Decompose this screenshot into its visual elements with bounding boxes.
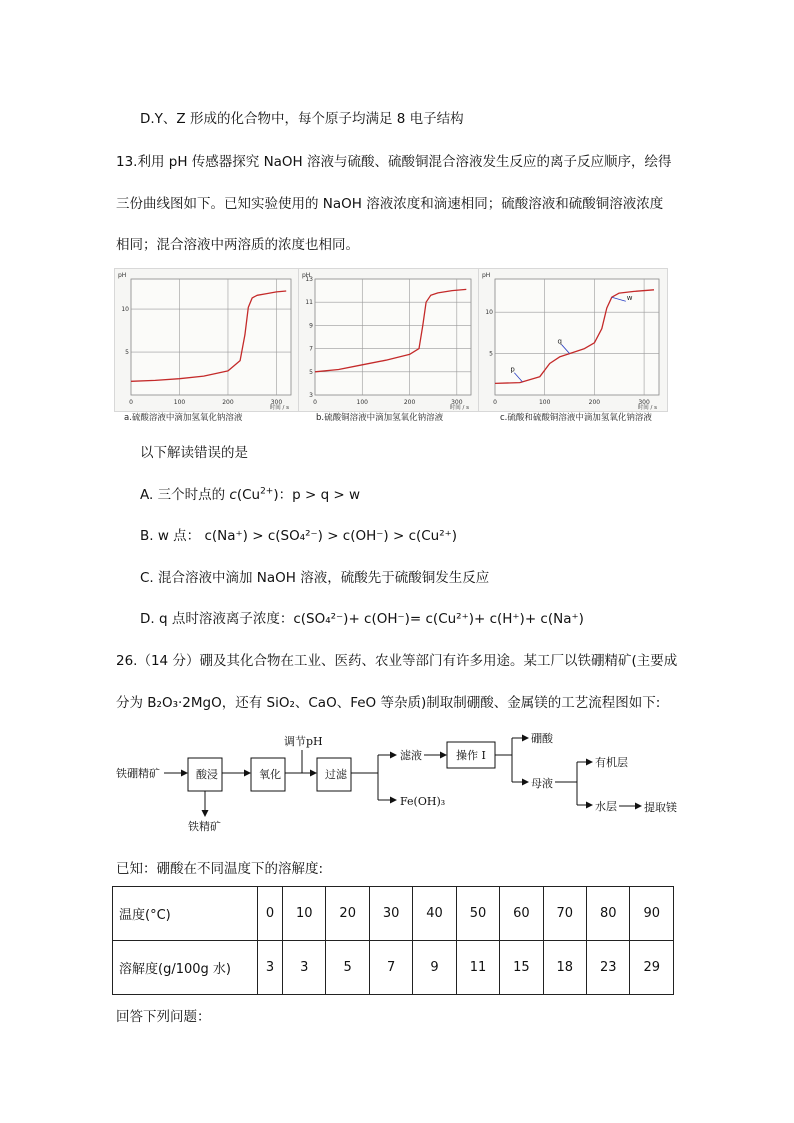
y-tick-label: 5 bbox=[309, 368, 313, 376]
annotation-label-w: w bbox=[626, 294, 633, 303]
table-cell-temp: 10 bbox=[283, 887, 326, 941]
x-tick-label: 300 bbox=[451, 399, 463, 406]
y-tick-label: 9 bbox=[309, 322, 313, 330]
known-line: 已知：硼酸在不同温度下的溶解度: bbox=[116, 861, 324, 877]
y-tick-label: 10 bbox=[121, 306, 129, 314]
table-cell-temp: 90 bbox=[630, 887, 674, 941]
flow-mother: 母液 bbox=[531, 777, 553, 790]
table-cell-solubility: 7 bbox=[369, 941, 412, 995]
x-tick-label: 0 bbox=[313, 399, 317, 406]
table-cell-solubility: 5 bbox=[326, 941, 369, 995]
table-cell-temp: 40 bbox=[413, 887, 456, 941]
x-axis-label: 时间 / s bbox=[449, 405, 469, 411]
chart-b-caption: b.硫酸铜溶液中滴加氢氧化钠溶液 bbox=[316, 413, 444, 423]
opt-a-sup: 2+ bbox=[260, 486, 274, 497]
chart-a-caption: a.硫酸溶液中滴加氢氧化钠溶液 bbox=[124, 413, 243, 423]
table-cell-temp: 30 bbox=[369, 887, 412, 941]
table-cell-temp: 60 bbox=[500, 887, 543, 941]
x-tick-label: 0 bbox=[129, 399, 133, 406]
y-axis-label: pH bbox=[302, 272, 311, 279]
table-header-solubility: 溶解度(g/100g 水) bbox=[113, 941, 258, 995]
y-tick-label: 5 bbox=[125, 349, 129, 357]
q26-line2: 分为 B₂O₃·2MgO，还有 SiO₂、CaO、FeO 等杂质)制取制硼酸、金属镁的工艺流程图如下: bbox=[116, 695, 661, 711]
opt-a-rest: (Cu bbox=[236, 487, 261, 503]
table-cell-temp: 80 bbox=[587, 887, 630, 941]
flow-feed: 铁硼精矿 bbox=[116, 767, 160, 780]
table-cell-temp: 70 bbox=[543, 887, 586, 941]
q13-line2: 三份曲线图如下。已知实验使用的 NaOH 溶液浓度和滴速相同；硫酸溶液和硫酸铜溶液浓度 bbox=[116, 196, 664, 212]
table-cell-solubility: 11 bbox=[456, 941, 499, 995]
answer-prompt: 回答下列问题： bbox=[116, 1009, 211, 1025]
flow-feoh: Fe(OH)₃ bbox=[400, 795, 446, 808]
y-tick-label: 5 bbox=[489, 350, 493, 358]
table-row-temperature bbox=[113, 887, 674, 941]
q13-option-b: B. w 点： c(Na⁺) > c(SO₄²⁻) > c(OH⁻) > c(Cu²⁺) bbox=[140, 528, 458, 544]
x-tick-label: 200 bbox=[222, 399, 234, 406]
y-tick-label: 7 bbox=[309, 345, 313, 353]
option-d-prev: D.Y、Z 形成的化合物中，每个原子均满足 8 电子结构 bbox=[140, 111, 464, 127]
table-header-temperature: 温度(°C) bbox=[113, 887, 258, 941]
y-axis-label: pH bbox=[482, 272, 491, 279]
flow-organic: 有机层 bbox=[595, 756, 628, 769]
flow-adjust-ph: 调节pH bbox=[284, 735, 323, 748]
opt-a-c: c bbox=[229, 487, 237, 503]
table-cell-temp: 0 bbox=[258, 887, 283, 941]
x-tick-label: 300 bbox=[270, 399, 283, 406]
x-tick-label: 100 bbox=[356, 399, 368, 406]
flow-extract-mg: 提取镁 bbox=[644, 801, 677, 814]
annotation-label-q: q bbox=[557, 337, 562, 346]
annotation-label-p: p bbox=[510, 365, 515, 374]
flow-water: 水层 bbox=[595, 800, 617, 813]
flow-filter: 过滤 bbox=[325, 768, 347, 781]
table-cell-solubility: 18 bbox=[543, 941, 586, 995]
x-tick-label: 0 bbox=[493, 399, 497, 406]
flow-boric: 硼酸 bbox=[531, 732, 553, 745]
opt-a-tail: )：p > q > w bbox=[273, 487, 361, 503]
q13-line1: 13.利用 pH 传感器探究 NaOH 溶液与硫酸、硫酸铜混合溶液发生反应的离子反应顺序，绘得 bbox=[116, 154, 672, 170]
table-cell-temp: 50 bbox=[456, 887, 499, 941]
q26-line1: 26.（14 分）硼及其化合物在工业、医药、农业等部门有许多用途。某工厂以铁硼精矿(主要成 bbox=[116, 653, 678, 669]
y-tick-label: 13 bbox=[305, 276, 313, 283]
opt-a-pre: A. 三个时点的 bbox=[140, 487, 230, 503]
table-cell-solubility: 3 bbox=[283, 941, 326, 995]
x-axis-label: 时间 / s bbox=[637, 405, 657, 411]
flow-op1: 操作 I bbox=[456, 749, 486, 762]
table-cell-solubility: 29 bbox=[630, 941, 674, 995]
x-tick-label: 200 bbox=[588, 399, 601, 406]
y-tick-label: 10 bbox=[485, 309, 493, 317]
q13-option-c: C. 混合溶液中滴加 NaOH 溶液，硫酸先于硫酸铜发生反应 bbox=[140, 570, 490, 586]
flow-oxidize: 氧化 bbox=[259, 768, 281, 781]
flow-leach: 酸浸 bbox=[196, 768, 218, 781]
q13-line3: 相同；混合溶液中两溶质的浓度也相同。 bbox=[116, 237, 359, 253]
x-tick-label: 100 bbox=[173, 399, 186, 406]
table-cell-solubility: 15 bbox=[500, 941, 543, 995]
table-cell-solubility: 3 bbox=[258, 941, 283, 995]
solubility-table bbox=[112, 886, 674, 995]
x-axis-label: 时间 / s bbox=[269, 405, 289, 411]
q13-prompt: 以下解读错误的是 bbox=[140, 445, 248, 461]
x-tick-label: 300 bbox=[638, 399, 650, 406]
chart-c-caption: c.硫酸和硫酸铜溶液中滴加氢氧化钠溶液 bbox=[500, 413, 652, 423]
y-tick-label: 3 bbox=[309, 392, 313, 399]
table-row-solubility bbox=[113, 941, 674, 995]
y-axis-label: pH bbox=[118, 272, 127, 279]
x-tick-label: 100 bbox=[538, 399, 551, 406]
table-cell-solubility: 9 bbox=[413, 941, 456, 995]
table-cell-solubility: 23 bbox=[587, 941, 630, 995]
flow-filtrate: 滤液 bbox=[400, 749, 422, 762]
y-tick-label: 11 bbox=[305, 299, 313, 307]
table-cell-temp: 20 bbox=[326, 887, 369, 941]
x-tick-label: 200 bbox=[403, 399, 416, 406]
q13-option-d: D. q 点时溶液离子浓度：c(SO₄²⁻)+ c(OH⁻)= c(Cu²⁺)+ c(H⁺)+ c(Na⁺) bbox=[140, 611, 584, 627]
flow-iron-conc: 铁精矿 bbox=[188, 820, 221, 833]
